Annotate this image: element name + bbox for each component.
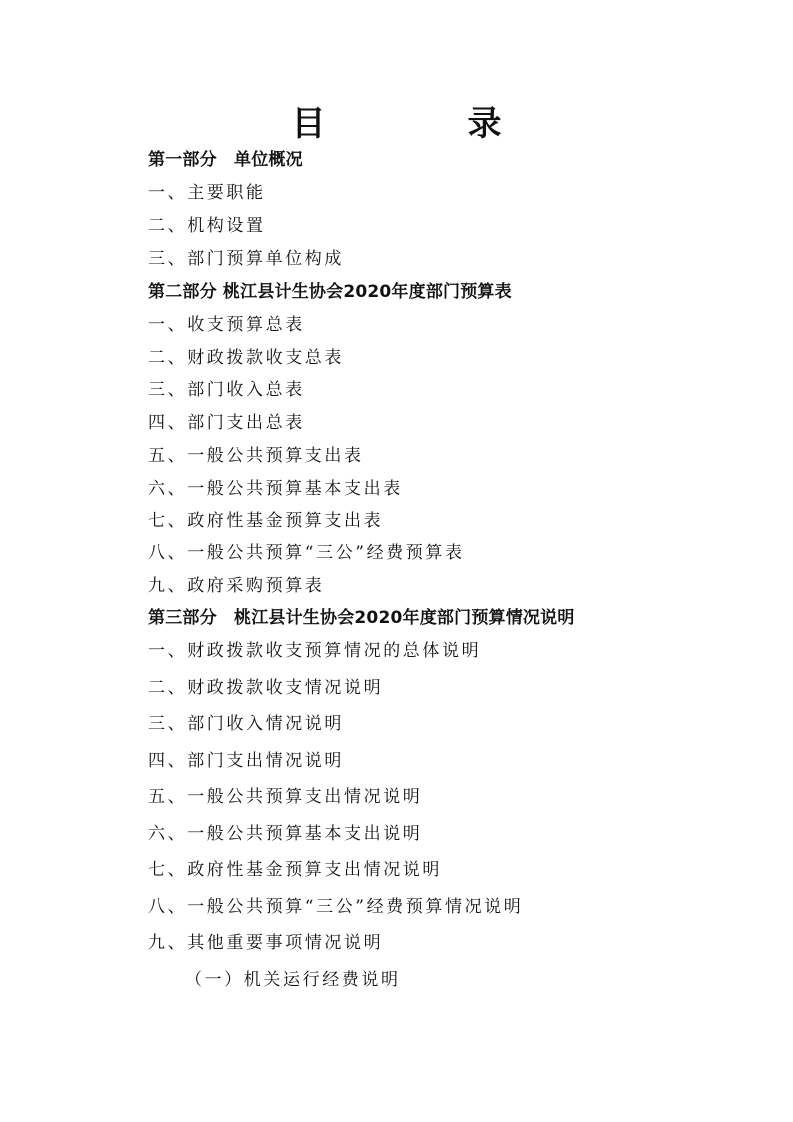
part2-heading: 第二部分 桃江县计生协会2020年度部门预算表 (148, 282, 512, 302)
toc-item: 八、一般公共预算“三公”经费预算表 (148, 543, 465, 563)
toc-item: 三、部门收入情况说明 (148, 714, 344, 734)
toc-item: 三、部门预算单位构成 (148, 249, 344, 269)
toc-title: 目 录 (291, 104, 556, 144)
toc-item: 五、一般公共预算支出表 (148, 446, 364, 466)
toc-item: 三、部门收入总表 (148, 380, 305, 400)
toc-item: 二、财政拨款收支情况说明 (148, 678, 384, 698)
toc-item: 一、财政拨款收支预算情况的总体说明 (148, 641, 482, 661)
toc-item: 七、政府性基金预算支出表 (148, 511, 384, 531)
toc-item: 一、主要职能 (148, 183, 266, 203)
toc-item: 一、收支预算总表 (148, 315, 305, 335)
toc-item: 九、其他重要事项情况说明 (148, 933, 384, 953)
toc-item: 七、政府性基金预算支出情况说明 (148, 860, 442, 880)
toc-item: 四、部门支出总表 (148, 413, 305, 433)
toc-item: 五、一般公共预算支出情况说明 (148, 787, 423, 807)
toc-item: 六、一般公共预算基本支出表 (148, 479, 403, 499)
toc-item: 八、一般公共预算“三公”经费预算情况说明 (148, 897, 524, 917)
toc-item: 二、财政拨款收支总表 (148, 348, 344, 368)
toc-item: 九、政府采购预算表 (148, 576, 325, 596)
toc-subitem: （一）机关运行经费说明 (185, 970, 401, 990)
part3-heading: 第三部分 桃江县计生协会2020年度部门预算情况说明 (148, 608, 575, 628)
toc-item: 二、机构设置 (148, 216, 266, 236)
part1-heading: 第一部分 单位概况 (148, 150, 303, 170)
toc-item: 四、部门支出情况说明 (148, 751, 344, 771)
toc-item: 六、一般公共预算基本支出说明 (148, 824, 423, 844)
